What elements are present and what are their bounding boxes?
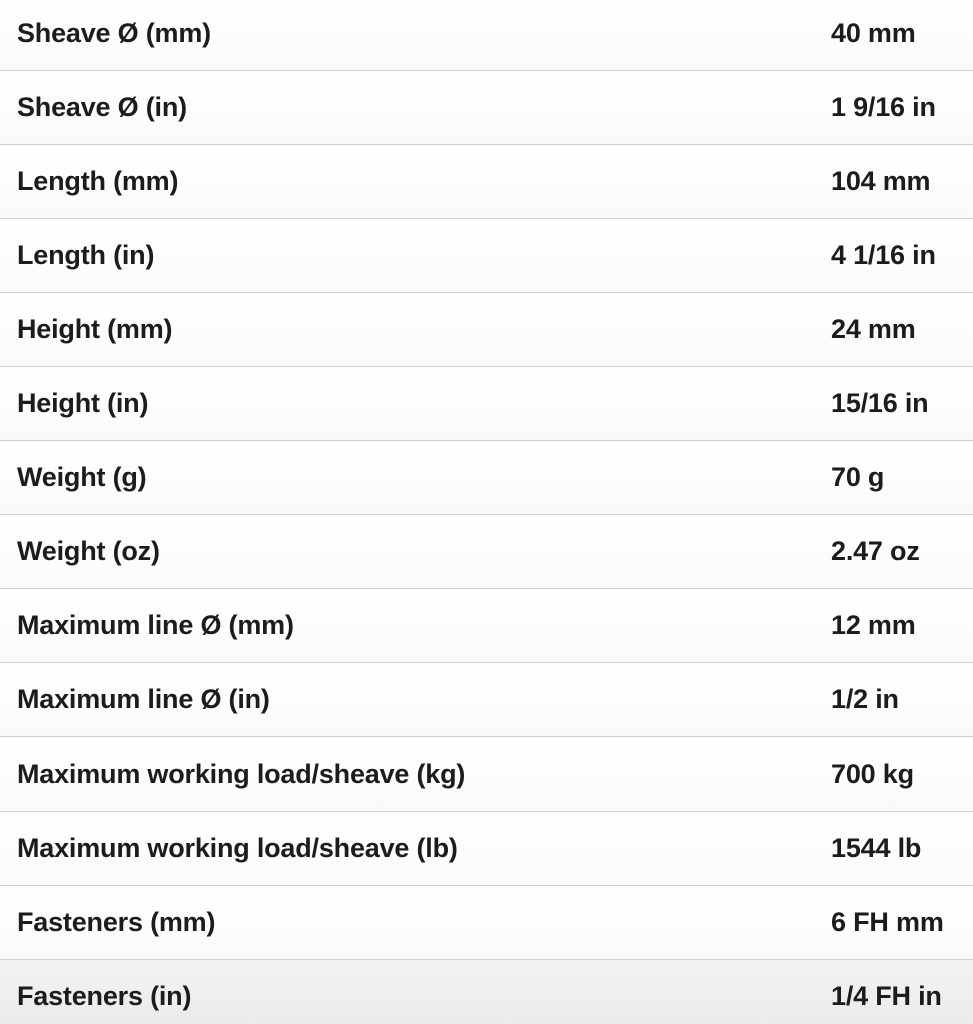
spec-value: 4 1/16 in: [831, 240, 936, 270]
spec-label: Height (mm): [17, 314, 173, 344]
spec-label: Sheave Ø (mm): [17, 18, 211, 48]
spec-label: Length (in): [17, 240, 155, 270]
spec-value: 1 9/16 in: [831, 92, 936, 122]
spec-label: Fasteners (in): [17, 981, 192, 1011]
spec-value: 24 mm: [831, 314, 916, 344]
spec-row-fasteners-mm: [0, 887, 973, 960]
spec-value: 700 kg: [831, 759, 914, 789]
spec-label: Sheave Ø (in): [17, 92, 187, 122]
spec-row-max-load-kg: [0, 739, 973, 812]
spec-row-length-mm: [0, 146, 973, 219]
spec-value: 2.47 oz: [831, 536, 920, 566]
spec-label: Maximum working load/sheave (kg): [17, 759, 466, 789]
spec-row-sheave-in: [0, 72, 973, 145]
spec-row-max-line-in: [0, 664, 973, 737]
spec-label: Maximum working load/sheave (lb): [17, 833, 458, 863]
spec-value: 104 mm: [831, 166, 931, 196]
spec-label: Height (in): [17, 388, 149, 418]
spec-label: Length (mm): [17, 166, 179, 196]
spec-value: 1/2 in: [831, 684, 899, 714]
spec-row-max-line-mm: [0, 590, 973, 663]
spec-row-fasteners-in: [0, 960, 973, 1024]
spec-value: 70 g: [831, 462, 885, 492]
spec-value: 1544 lb: [831, 833, 922, 863]
spec-row-weight-g: [0, 442, 973, 515]
spec-value: 6 FH mm: [831, 907, 944, 937]
spec-value: 40 mm: [831, 18, 916, 48]
spec-row-length-in: [0, 220, 973, 293]
spec-label: Weight (oz): [17, 536, 160, 566]
spec-label: Fasteners (mm): [17, 907, 216, 937]
spec-row-height-in: [0, 368, 973, 441]
spec-label: Maximum line Ø (in): [17, 684, 270, 714]
spec-row-height-mm: [0, 294, 973, 367]
spec-value: 15/16 in: [831, 388, 929, 418]
spec-row-sheave-mm: [0, 0, 973, 71]
spec-label: Weight (g): [17, 462, 147, 492]
spec-value: 1/4 FH in: [831, 981, 942, 1011]
spec-label: Maximum line Ø (mm): [17, 610, 294, 640]
spec-row-weight-oz: [0, 516, 973, 589]
spec-value: 12 mm: [831, 610, 916, 640]
spec-row-max-load-lb: [0, 813, 973, 886]
